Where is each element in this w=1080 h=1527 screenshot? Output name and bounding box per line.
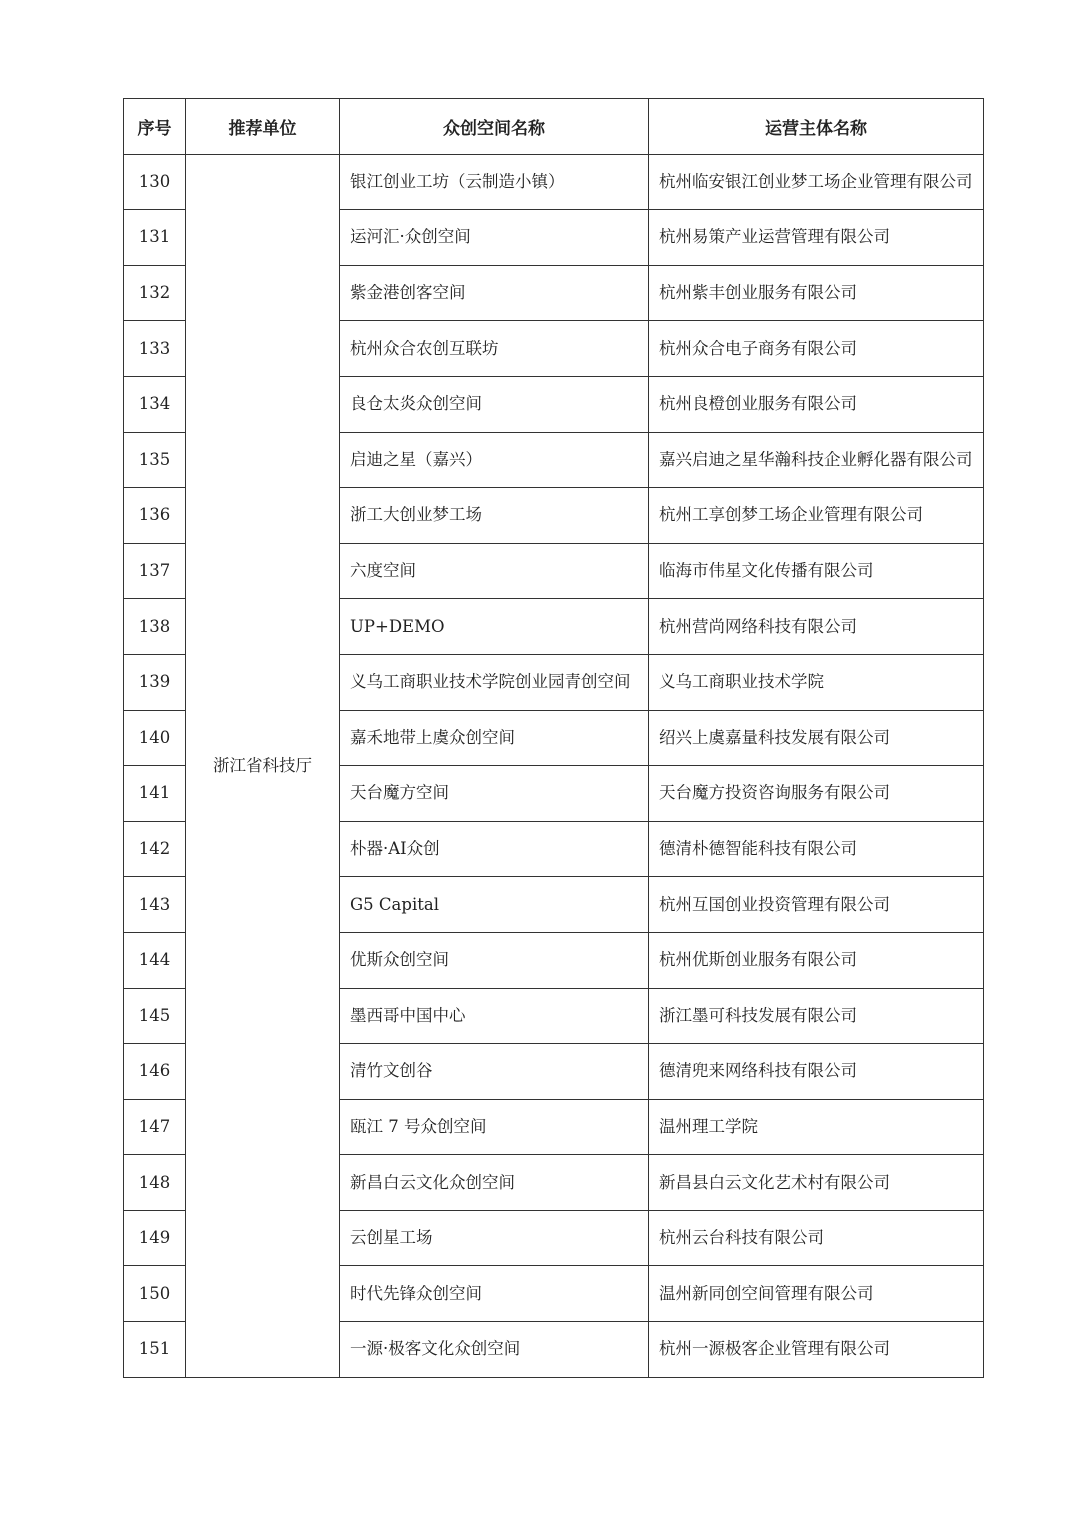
space-name: 良仓太炎众创空间 (340, 376, 649, 432)
row-number: 133 (124, 321, 186, 377)
space-name: 时代先锋众创空间 (340, 1266, 649, 1322)
space-name: 紫金港创客空间 (340, 265, 649, 321)
operator-name: 杭州工享创梦工场企业管理有限公司 (649, 488, 984, 544)
row-number: 147 (124, 1099, 186, 1155)
operator-name: 杭州良橙创业服务有限公司 (649, 376, 984, 432)
operator-name: 杭州紫丰创业服务有限公司 (649, 265, 984, 321)
operator-name: 温州理工学院 (649, 1099, 984, 1155)
row-number: 131 (124, 210, 186, 266)
space-name: 一源·极客文化众创空间 (340, 1322, 649, 1378)
operator-name: 德清朴德智能科技有限公司 (649, 821, 984, 877)
row-number: 140 (124, 710, 186, 766)
header-name: 众创空间名称 (340, 99, 649, 155)
operator-name: 温州新同创空间管理有限公司 (649, 1266, 984, 1322)
table-row (124, 154, 984, 210)
operator-name: 浙江墨可科技发展有限公司 (649, 988, 984, 1044)
space-name: 六度空间 (340, 543, 649, 599)
row-number: 149 (124, 1210, 186, 1266)
space-name: 浙工大创业梦工场 (340, 488, 649, 544)
space-name: 启迪之星（嘉兴） (340, 432, 649, 488)
row-number: 151 (124, 1322, 186, 1378)
space-name: 墨西哥中国中心 (340, 988, 649, 1044)
row-number: 144 (124, 932, 186, 988)
space-name: 运河汇·众创空间 (340, 210, 649, 266)
operator-name: 杭州易策产业运营管理有限公司 (649, 210, 984, 266)
operator-name: 杭州众合电子商务有限公司 (649, 321, 984, 377)
space-name: 杭州众合农创互联坊 (340, 321, 649, 377)
operator-name: 杭州优斯创业服务有限公司 (649, 932, 984, 988)
space-name: 云创星工场 (340, 1210, 649, 1266)
operator-name: 杭州互国创业投资管理有限公司 (649, 877, 984, 933)
space-name: 新昌白云文化众创空间 (340, 1155, 649, 1211)
row-number: 132 (124, 265, 186, 321)
recommending-unit: 浙江省科技厅 (186, 154, 340, 1377)
space-name: 清竹文创谷 (340, 1044, 649, 1100)
row-number: 142 (124, 821, 186, 877)
space-name: G5 Capital (340, 877, 649, 933)
row-number: 138 (124, 599, 186, 655)
operator-name: 德清兜来网络科技有限公司 (649, 1044, 984, 1100)
header-num: 序号 (124, 99, 186, 155)
space-name: 天台魔方空间 (340, 766, 649, 822)
row-number: 139 (124, 654, 186, 710)
row-number: 134 (124, 376, 186, 432)
operator-name: 临海市伟星文化传播有限公司 (649, 543, 984, 599)
operator-name: 杭州一源极客企业管理有限公司 (649, 1322, 984, 1378)
space-name: 瓯江 7 号众创空间 (340, 1099, 649, 1155)
header-operator: 运营主体名称 (649, 99, 984, 155)
operator-name: 新昌县白云文化艺术村有限公司 (649, 1155, 984, 1211)
operator-name: 杭州临安银江创业梦工场企业管理有限公司 (649, 154, 984, 210)
space-name: 优斯众创空间 (340, 932, 649, 988)
space-name: 嘉禾地带上虞众创空间 (340, 710, 649, 766)
operator-name: 绍兴上虞嘉量科技发展有限公司 (649, 710, 984, 766)
operator-name: 义乌工商职业技术学院 (649, 654, 984, 710)
operator-name: 嘉兴启迪之星华瀚科技企业孵化器有限公司 (649, 432, 984, 488)
row-number: 150 (124, 1266, 186, 1322)
row-number: 130 (124, 154, 186, 210)
space-name: 义乌工商职业技术学院创业园青创空间 (340, 654, 649, 710)
row-number: 136 (124, 488, 186, 544)
space-name: UP+DEMO (340, 599, 649, 655)
space-name: 银江创业工坊（云制造小镇） (340, 154, 649, 210)
row-number: 145 (124, 988, 186, 1044)
operator-name: 杭州云台科技有限公司 (649, 1210, 984, 1266)
row-number: 146 (124, 1044, 186, 1100)
operator-name: 天台魔方投资咨询服务有限公司 (649, 766, 984, 822)
table-body (124, 154, 984, 1377)
operator-name: 杭州营尚网络科技有限公司 (649, 599, 984, 655)
space-name: 朴器·AI众创 (340, 821, 649, 877)
row-number: 135 (124, 432, 186, 488)
table-header-row (124, 99, 984, 155)
row-number: 143 (124, 877, 186, 933)
row-number: 148 (124, 1155, 186, 1211)
row-number: 137 (124, 543, 186, 599)
document-table (123, 98, 984, 1378)
row-number: 141 (124, 766, 186, 822)
header-unit: 推荐单位 (186, 99, 340, 155)
